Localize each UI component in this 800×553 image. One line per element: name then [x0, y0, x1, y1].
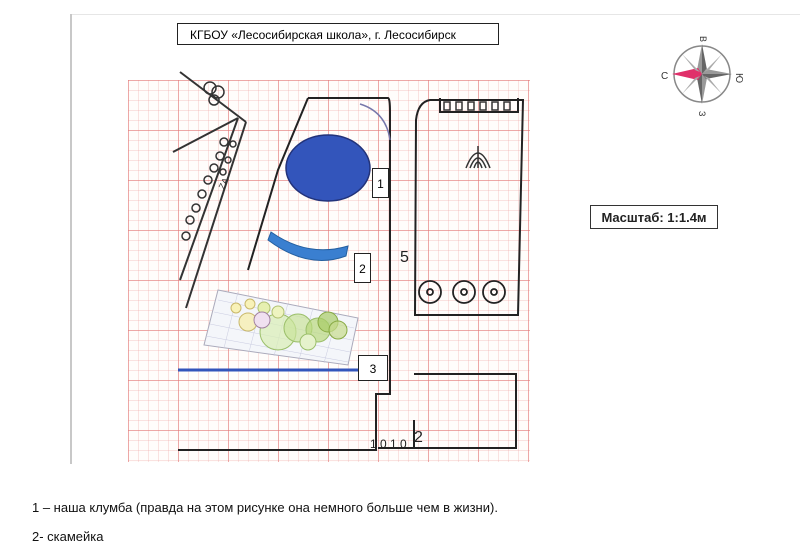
flowerbed-scheme-inset [204, 290, 358, 365]
plan-bottom-code: 1 0 1 0 [370, 437, 407, 451]
marker-1: 1 [372, 168, 389, 198]
flowerbed-ellipse [286, 135, 370, 201]
compass-label-west: З [697, 111, 707, 117]
fountain-icon [466, 146, 490, 168]
page-title: КГБОУ «Лесосибирская школа», г. Лесосибирск [177, 23, 499, 45]
tree-clusters [182, 82, 236, 240]
compass-label-east: В [698, 36, 708, 43]
plan-label-two: 2 [414, 429, 423, 446]
legend-item-2: 2- скамейка [32, 529, 104, 544]
alley-strip [173, 72, 246, 308]
compass-label-north: С [661, 71, 669, 82]
round-beds [419, 281, 505, 303]
site-plan [128, 60, 548, 470]
plan-label-five: 5 [400, 249, 409, 266]
marker-2: 2 [354, 253, 371, 283]
legend-item-1: 1 – наша клумба (правда на этом рисунке она немного больше чем в жизни). [32, 500, 498, 515]
left-border-line [70, 14, 72, 464]
top-border-line [70, 14, 800, 15]
alley-label: ZA [216, 176, 231, 191]
compass-rose [655, 30, 750, 120]
bench-shape [268, 232, 348, 260]
plot-corner-arc [360, 104, 390, 140]
compass-label-south: Ю [733, 73, 744, 84]
marker-3: 3 [358, 355, 388, 381]
scale-label: Масштаб: 1:1.4м [590, 205, 718, 229]
building-top-marks [444, 102, 510, 110]
